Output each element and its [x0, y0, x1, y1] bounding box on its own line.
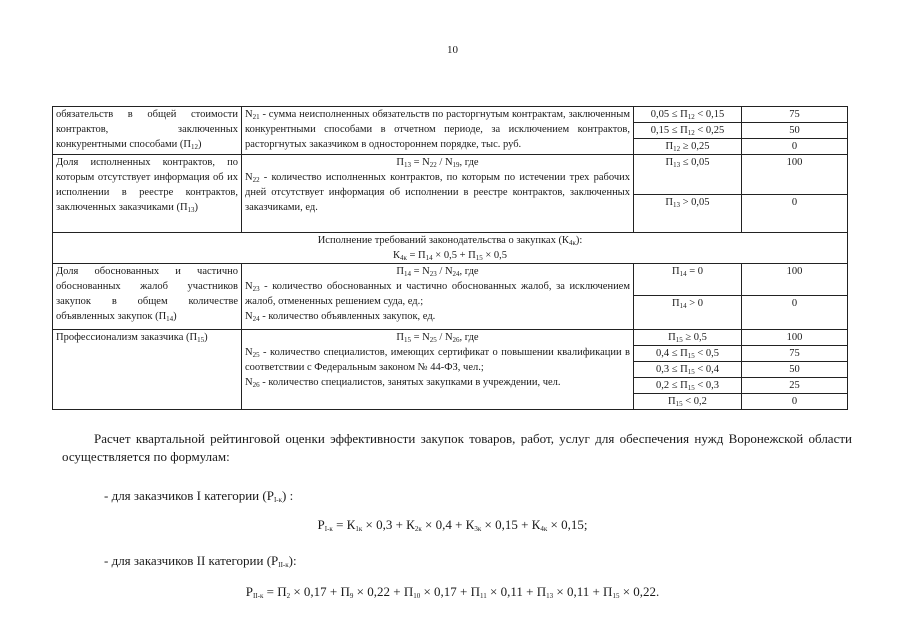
- criterion-cell: обязательств в общей стоимости контрактов, заключенных конкурентными способами $(П_{12})$: [53, 107, 242, 155]
- section-heading: [53, 233, 848, 264]
- score-cell: 100: [742, 330, 848, 346]
- score-cell: 0: [742, 139, 848, 155]
- table-row: [53, 264, 848, 296]
- condition-cell: $П_{14} > 0$: [634, 296, 742, 330]
- score-cell: 0: [742, 195, 848, 233]
- condition-cell: $0,4 \le П_{15} < 0,5$: [634, 346, 742, 362]
- page-number: 10: [447, 44, 458, 56]
- score-cell: 75: [742, 346, 848, 362]
- indicator-description: $N_{26}$ - количество специалистов, занятых закупками в учреждении, чел.: [245, 377, 561, 389]
- table-row: [53, 107, 848, 123]
- section-formula: $К_{4к} = П_{14} \times 0,5 + П_{15} \times 0,5$: [392, 250, 508, 262]
- intro-paragraph: Расчет квартальной рейтинговой оценки эффективности закупок товаров, работ, услуг для обеспечения нужд Воронежской области осуществляется по формулам:: [62, 431, 852, 464]
- condition-cell: $П_{12} \ge 0,25$: [634, 139, 742, 155]
- score-cell: 100: [742, 155, 848, 195]
- indicator-description: $N_{21}$ - сумма неисполненных обязательств по расторгнутым контрактам, заключенным конкурентными способами в отчетном периоде, за исключением контрактов, расторгнутых заказчиком в одностороннем порядке, тыс. руб.: [245, 109, 630, 150]
- formula-category-1: $Р_{I-к} = К_{1к} \times 0,3 + К_{2к} \times 0,4 + К_{3к} \times 0,15 + К_{4к} \times 0,15$;: [317, 517, 588, 533]
- condition-cell: $П_{14} = 0$: [634, 264, 742, 296]
- score-cell: 0: [742, 296, 848, 330]
- indicator-formula: $П_{15} = N_{25} / N_{26}$, где: [396, 332, 479, 344]
- score-cell: 100: [742, 264, 848, 296]
- description-cell: [242, 107, 634, 155]
- criteria-table: [52, 106, 848, 410]
- indicator-formula: $П_{13} = N_{22} / N_{19}$, где: [396, 157, 479, 169]
- score-cell: 50: [742, 362, 848, 378]
- indicator-description: $N_{24}$ - количество объявленных закупок, ед.: [245, 311, 436, 323]
- criterion-cell: Профессионализм заказчика $(П_{15})$: [53, 330, 242, 410]
- category-2-label: - для заказчиков II категории $(Р_{II-к})$:: [104, 553, 297, 569]
- score-cell: 25: [742, 378, 848, 394]
- score-cell: 50: [742, 123, 848, 139]
- condition-cell: $П_{13} \le 0,05$: [634, 155, 742, 195]
- indicator-description: $N_{23}$ - количество обоснованных и частично обоснованных жалоб, за исключением жалоб, отмененных решением суда, ед.;: [245, 281, 630, 307]
- indicator-description: $N_{22}$ - количество исполненных контрактов, по которым по истечении трех рабочих дней отсутствует информация об исполнении в реестре контрактов, заключенных заказчиками, ед.: [245, 172, 630, 213]
- section-row: [53, 233, 848, 264]
- section-title: Исполнение требований законодательства о закупках $(К_{4к})$:: [317, 235, 583, 247]
- description-cell: [242, 264, 634, 330]
- score-cell: 75: [742, 107, 848, 123]
- condition-cell: $0,2 \le П_{15} < 0,3$: [634, 378, 742, 394]
- category-1-label: - для заказчиков I категории $(Р_{I-к})$ :: [104, 488, 294, 504]
- indicator-description: $N_{25}$ - количество специалистов, имеющих сертификат о повышении квалификации в соответствии с Федеральным законом № 44-ФЗ, чел.;: [245, 347, 630, 373]
- criterion-cell: Доля обоснованных и частично обоснованных жалоб участников закупок в общем количестве объявленных закупок $(П_{14})$: [53, 264, 242, 330]
- condition-cell: $П_{15} \ge 0,5$: [634, 330, 742, 346]
- table-row: [53, 155, 848, 195]
- indicator-formula: $П_{14} = N_{23} / N_{24}$, где: [396, 266, 479, 278]
- condition-cell: $0,15 \le П_{12} < 0,25$: [634, 123, 742, 139]
- description-cell: [242, 155, 634, 233]
- description-cell: [242, 330, 634, 410]
- criterion-cell: Доля исполненных контрактов, по которым отсутствует информация об их исполнении в реестре контрактов, заключенных заказчиками $(П_{13})$: [53, 155, 242, 233]
- condition-cell: $П_{13} > 0,05$: [634, 195, 742, 233]
- condition-cell: $0,3 \le П_{15} < 0,4$: [634, 362, 742, 378]
- formula-category-2: $Р_{II-к} = П_2 \times 0,17 + П_9 \times 0,22 + П_{10} \times 0,17 + П_{11} \times 0,11 + П_{13} \times 0,11 + П_{15} \times 0,22$.: [245, 584, 660, 600]
- condition-cell: $0,05 \le П_{12} < 0,15$: [634, 107, 742, 123]
- table-row: [53, 330, 848, 346]
- condition-cell: $П_{15} < 0,2$: [634, 394, 742, 410]
- score-cell: 0: [742, 394, 848, 410]
